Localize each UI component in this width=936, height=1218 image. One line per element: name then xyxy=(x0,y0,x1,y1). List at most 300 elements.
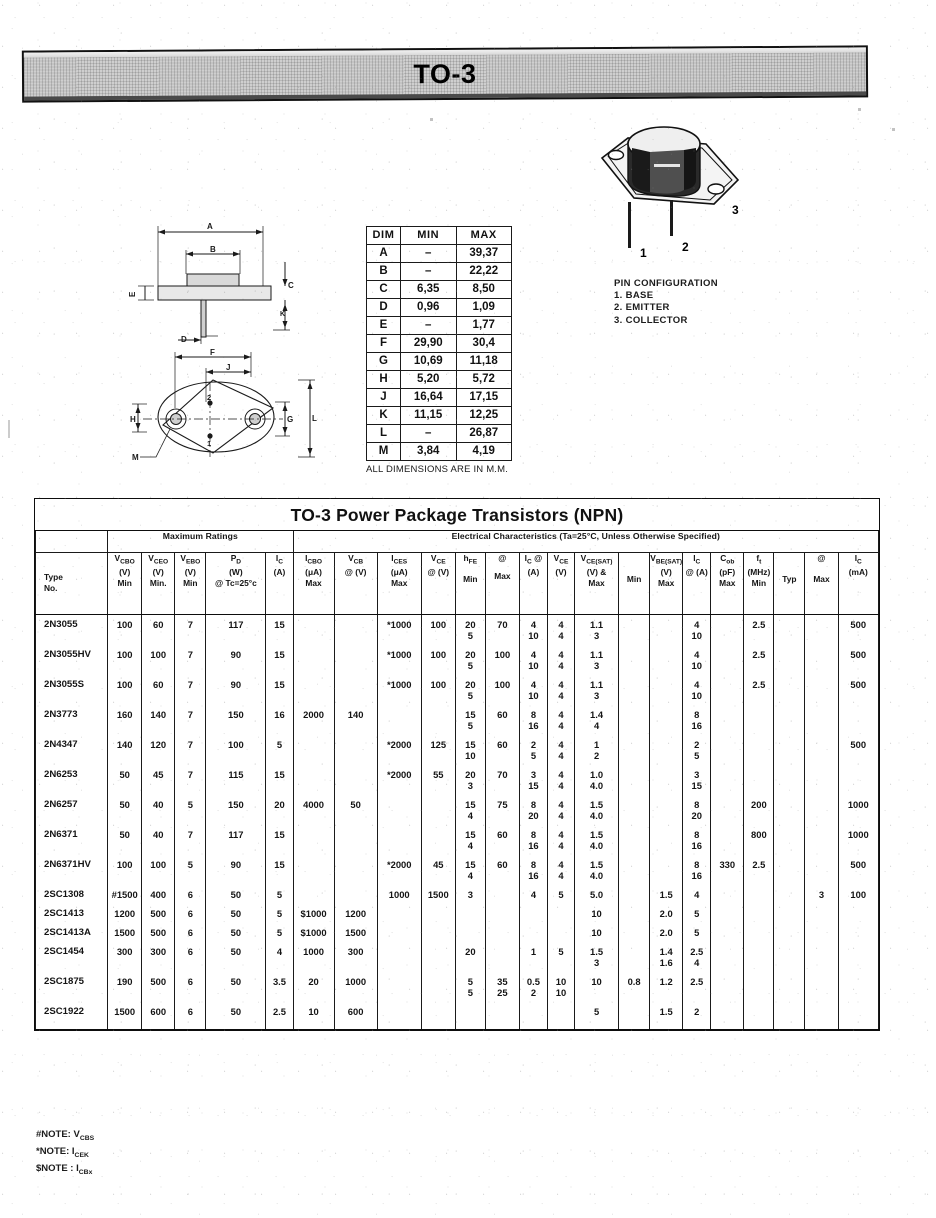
cell-vcesat: 1.1 3 xyxy=(575,645,619,675)
cell-vcbo: 50 xyxy=(108,765,142,795)
cell-ic: 16 xyxy=(266,705,293,735)
cell-vcb: 300 xyxy=(334,942,377,972)
cell-cob xyxy=(711,1002,744,1029)
main-table-title: TO-3 Power Package Transistors (NPN) xyxy=(35,499,879,531)
dim-letter: C xyxy=(367,281,401,299)
cell-vceo: 100 xyxy=(142,855,175,885)
footnote-item xyxy=(36,1162,94,1179)
cell-vce: 100 xyxy=(421,614,455,645)
svg-text:B: B xyxy=(210,245,216,254)
cell-vcb: 1000 xyxy=(334,972,377,1002)
to3-package-illustration xyxy=(588,118,773,268)
cell-ices xyxy=(377,1002,421,1029)
cell-at-max xyxy=(805,855,838,885)
cell-ft-typ xyxy=(774,1002,805,1029)
cell-ft-typ xyxy=(774,614,805,645)
cell-type-no: 2N3773 xyxy=(36,705,108,735)
group-header-maximum-ratings: Maximum Ratings xyxy=(108,531,293,552)
cell-vceo: 140 xyxy=(142,705,175,735)
cell-at-max xyxy=(805,795,838,825)
cell-ices: *1000 xyxy=(377,645,421,675)
cell-pd: 90 xyxy=(206,675,266,705)
cell-hfe-min: 3 xyxy=(455,885,485,904)
cell-vbesat-min xyxy=(619,795,650,825)
cell-type-no: 2SC1922 xyxy=(36,1002,108,1029)
cell-ic-sat: 2 5 xyxy=(683,735,711,765)
cell-vceo: 45 xyxy=(142,765,175,795)
cell-vcesat: 1.1 3 xyxy=(575,675,619,705)
cell-vcb: 1500 xyxy=(334,923,377,942)
cell-vcesat: 1.1 3 xyxy=(575,614,619,645)
cell-hfe-max: 70 xyxy=(485,614,519,645)
cell-icbo: 20 xyxy=(293,972,334,1002)
table-row xyxy=(36,765,879,795)
cell-vbesat-min xyxy=(619,923,650,942)
cell-vcbo: 1500 xyxy=(108,923,142,942)
cell-pd: 50 xyxy=(206,923,266,942)
cell-at-max xyxy=(805,904,838,923)
table-row xyxy=(367,389,512,407)
cell-hfe-min: 15 5 xyxy=(455,705,485,735)
cell-vce xyxy=(421,904,455,923)
dim-min: 11,15 xyxy=(401,407,457,425)
dim-min: 0,96 xyxy=(401,299,457,317)
cell-pd: 150 xyxy=(206,705,266,735)
cell-vbesat-min xyxy=(619,904,650,923)
cell-at-max xyxy=(805,972,838,1002)
cell-vcesat: 1.5 4.0 xyxy=(575,825,619,855)
cell-vcb xyxy=(334,855,377,885)
cell-vebo: 7 xyxy=(175,825,206,855)
cell-vce xyxy=(421,972,455,1002)
col-header-vcbo: $V_{CBO}$ (V) Min xyxy=(108,552,142,614)
cell-ic-sat: 8 20 xyxy=(683,795,711,825)
cell-vce-at: 4 4 xyxy=(547,825,574,855)
cell-vce-at: 5 xyxy=(547,942,574,972)
col-header-ic: $I_C$ (A) xyxy=(266,552,293,614)
cell-vebo: 5 xyxy=(175,855,206,885)
cell-ices xyxy=(377,705,421,735)
cell-at-max xyxy=(805,614,838,645)
col-header-vcb: $V_{CB}$ @ (V) xyxy=(334,552,377,614)
footnote-symbol: V xyxy=(73,1129,80,1140)
cell-vce: 55 xyxy=(421,765,455,795)
cell-at-max xyxy=(805,735,838,765)
col-header-icbo: $I_{CBO}$ (μA) Max xyxy=(293,552,334,614)
cell-vcesat: 1.0 4.0 xyxy=(575,765,619,795)
cell-vcbo: 300 xyxy=(108,942,142,972)
cell-ic-sat: 4 10 xyxy=(683,675,711,705)
cell-pd: 50 xyxy=(206,904,266,923)
cell-ic-at: 2 5 xyxy=(519,735,547,765)
cell-ft-min xyxy=(744,972,774,1002)
dim-letter: D xyxy=(367,299,401,317)
dim-max: 8,50 xyxy=(456,281,512,299)
cell-ft-typ xyxy=(774,735,805,765)
cell-vceo: 60 xyxy=(142,675,175,705)
cell-type-no: 2N3055 xyxy=(36,614,108,645)
cell-ic-ft xyxy=(838,972,879,1002)
dim-max: 1,77 xyxy=(456,317,512,335)
col-header-at-max: @ Max xyxy=(805,552,838,614)
cell-ic: 5 xyxy=(266,885,293,904)
dim-min: – xyxy=(401,263,457,281)
cell-type-no: 2N3055S xyxy=(36,675,108,705)
cell-vce-at: 4 4 xyxy=(547,765,574,795)
cell-vce: 100 xyxy=(421,645,455,675)
cell-cob xyxy=(711,614,744,645)
cell-vbesat-min xyxy=(619,885,650,904)
cell-vce-at: 4 4 xyxy=(547,855,574,885)
cell-vbesat-max: 1.2 xyxy=(650,972,683,1002)
table-row xyxy=(36,675,879,705)
cell-type-no: 2N3055HV xyxy=(36,645,108,675)
cell-cob xyxy=(711,942,744,972)
dim-letter: H xyxy=(367,371,401,389)
cell-ic-ft xyxy=(838,705,879,735)
cell-ic-sat: 5 xyxy=(683,904,711,923)
cell-ic-at: 4 xyxy=(519,885,547,904)
cell-cob: 330 xyxy=(711,855,744,885)
cell-vbesat-max: 1.5 xyxy=(650,1002,683,1029)
footnote-item xyxy=(36,1145,94,1162)
cell-vbesat-min xyxy=(619,675,650,705)
cell-at-max xyxy=(805,675,838,705)
cell-type-no: 2N6371HV xyxy=(36,855,108,885)
col-header-hfe-max: @ Max xyxy=(485,552,519,614)
cell-ic-sat: 8 16 xyxy=(683,825,711,855)
page-title: TO-3 xyxy=(413,58,477,89)
dimension-header-min: MIN xyxy=(401,227,457,245)
cell-ft-typ xyxy=(774,795,805,825)
cell-vcbo: 100 xyxy=(108,855,142,885)
cell-vbesat-max xyxy=(650,645,683,675)
photo-pin-label-1: 1 xyxy=(640,246,647,260)
cell-vbesat-min xyxy=(619,855,650,885)
dim-max: 12,25 xyxy=(456,407,512,425)
cell-icbo xyxy=(293,825,334,855)
scan-artifact xyxy=(8,420,10,438)
pin-configuration-heading: PIN CONFIGURATION xyxy=(614,278,718,289)
cell-ic-at: 8 16 xyxy=(519,825,547,855)
cell-vce: 1500 xyxy=(421,885,455,904)
cell-vbesat-max: 1.4 1.6 xyxy=(650,942,683,972)
cell-icbo xyxy=(293,735,334,765)
cell-ic: 2.5 xyxy=(266,1002,293,1029)
table-row xyxy=(36,614,879,645)
cell-ft-typ xyxy=(774,705,805,735)
cell-ic-at: 8 16 xyxy=(519,705,547,735)
main-table-container xyxy=(34,498,880,1031)
dim-max: 26,87 xyxy=(456,425,512,443)
scan-artifact xyxy=(858,108,861,111)
cell-ic-sat: 3 15 xyxy=(683,765,711,795)
table-bottom-rule xyxy=(35,1029,879,1030)
dim-min: 29,90 xyxy=(401,335,457,353)
cell-hfe-min: 20 xyxy=(455,942,485,972)
cell-cob xyxy=(711,923,744,942)
table-row xyxy=(36,942,879,972)
svg-text:2: 2 xyxy=(207,393,212,402)
col-header-ices: $I_{CES}$ (μA) Max xyxy=(377,552,421,614)
cell-ices xyxy=(377,825,421,855)
cell-at-max: 3 xyxy=(805,885,838,904)
transistor-spec-table-body xyxy=(36,614,879,1029)
svg-text:K: K xyxy=(280,311,286,318)
cell-ft-min: 2.5 xyxy=(744,645,774,675)
dim-max: 39,37 xyxy=(456,245,512,263)
cell-at-max xyxy=(805,765,838,795)
dimension-units-note: ALL DIMENSIONS ARE IN M.M. xyxy=(366,464,509,475)
cell-vce xyxy=(421,1002,455,1029)
cell-vcb xyxy=(334,825,377,855)
dim-min: 6,35 xyxy=(401,281,457,299)
cell-hfe-min xyxy=(455,904,485,923)
cell-vebo: 7 xyxy=(175,675,206,705)
cell-vbesat-max: 1.5 xyxy=(650,885,683,904)
cell-vcbo: 100 xyxy=(108,614,142,645)
cell-vce: 100 xyxy=(421,675,455,705)
cell-vceo: 120 xyxy=(142,735,175,765)
dimension-header-max: MAX xyxy=(456,227,512,245)
table-row xyxy=(367,281,512,299)
cell-ic: 15 xyxy=(266,645,293,675)
cell-ft-typ xyxy=(774,675,805,705)
cell-vce-at: 5 xyxy=(547,885,574,904)
cell-hfe-max xyxy=(485,942,519,972)
cell-at-max xyxy=(805,825,838,855)
cell-icbo xyxy=(293,675,334,705)
cell-vceo: 500 xyxy=(142,972,175,1002)
cell-vbesat-min xyxy=(619,825,650,855)
cell-pd: 117 xyxy=(206,614,266,645)
cell-vcb: 1200 xyxy=(334,904,377,923)
cell-ices: *2000 xyxy=(377,735,421,765)
cell-ft-min: 2.5 xyxy=(744,855,774,885)
cell-type-no: 2SC1413A xyxy=(36,923,108,942)
cell-vce xyxy=(421,795,455,825)
cell-vbesat-min xyxy=(619,765,650,795)
cell-vcbo: 190 xyxy=(108,972,142,1002)
col-header-ft-min: $f_t$ (MHz) Min xyxy=(744,552,774,614)
table-row xyxy=(36,923,879,942)
dimension-table-wrapper xyxy=(366,226,512,475)
cell-ft-typ xyxy=(774,923,805,942)
dim-min: – xyxy=(401,425,457,443)
cell-vebo: 7 xyxy=(175,735,206,765)
footnote-marker: *NOTE: xyxy=(36,1145,70,1157)
cell-vcbo: 160 xyxy=(108,705,142,735)
dim-letter: E xyxy=(367,317,401,335)
svg-text:E: E xyxy=(128,291,137,297)
col-header-cob: $C_{ob}$ (pF) Max xyxy=(711,552,744,614)
dim-max: 5,72 xyxy=(456,371,512,389)
cell-hfe-max: 35 25 xyxy=(485,972,519,1002)
cell-pd: 50 xyxy=(206,885,266,904)
cell-hfe-max xyxy=(485,904,519,923)
cell-vcb xyxy=(334,675,377,705)
dim-letter: F xyxy=(367,335,401,353)
cell-cob xyxy=(711,735,744,765)
cell-ices xyxy=(377,795,421,825)
table-row xyxy=(36,972,879,1002)
cell-type-no: 2SC1308 xyxy=(36,885,108,904)
cell-hfe-max: 60 xyxy=(485,735,519,765)
cell-vce: 125 xyxy=(421,735,455,765)
cell-ices: *2000 xyxy=(377,765,421,795)
cell-vebo: 6 xyxy=(175,1002,206,1029)
dim-min: 10,69 xyxy=(401,353,457,371)
cell-vce-at xyxy=(547,904,574,923)
cell-hfe-max xyxy=(485,923,519,942)
photo-pin-label-2: 2 xyxy=(682,240,689,254)
cell-icbo: 4000 xyxy=(293,795,334,825)
footnote-marker: $NOTE : xyxy=(36,1162,74,1174)
footnote-subscript: CEK xyxy=(74,1151,89,1159)
cell-ic-at: 8 16 xyxy=(519,855,547,885)
cell-ic-ft: 500 xyxy=(838,614,879,645)
cell-vebo: 5 xyxy=(175,795,206,825)
dim-letter: J xyxy=(367,389,401,407)
cell-vceo: 400 xyxy=(142,885,175,904)
cell-vcbo: #1500 xyxy=(108,885,142,904)
cell-vebo: 7 xyxy=(175,705,206,735)
cell-ic-ft: 500 xyxy=(838,855,879,885)
cell-hfe-max xyxy=(485,885,519,904)
cell-vbesat-max: 2.0 xyxy=(650,904,683,923)
cell-pd: 90 xyxy=(206,645,266,675)
cell-ft-min xyxy=(744,885,774,904)
cell-ices: *1000 xyxy=(377,675,421,705)
cell-ft-min xyxy=(744,735,774,765)
dim-max: 30,4 xyxy=(456,335,512,353)
cell-vbesat-min xyxy=(619,735,650,765)
cell-vcesat: 5.0 xyxy=(575,885,619,904)
cell-vcb xyxy=(334,885,377,904)
cell-ices xyxy=(377,923,421,942)
svg-text:L: L xyxy=(312,414,317,423)
col-header-vceo: $V_{CEO}$ (V) Min. xyxy=(142,552,175,614)
cell-vce xyxy=(421,942,455,972)
dim-max: 17,15 xyxy=(456,389,512,407)
cell-ices xyxy=(377,942,421,972)
cell-vcesat: 1.5 4.0 xyxy=(575,795,619,825)
cell-vcbo: 50 xyxy=(108,825,142,855)
cell-vcbo: 1200 xyxy=(108,904,142,923)
svg-text:C: C xyxy=(288,281,294,290)
cell-cob xyxy=(711,904,744,923)
table-row xyxy=(36,645,879,675)
cell-ic: 5 xyxy=(266,735,293,765)
cell-at-max xyxy=(805,705,838,735)
cell-icbo: $1000 xyxy=(293,923,334,942)
cell-ft-min: 800 xyxy=(744,825,774,855)
cell-vebo: 6 xyxy=(175,885,206,904)
cell-vbesat-max: 2.0 xyxy=(650,923,683,942)
cell-ices: *2000 xyxy=(377,855,421,885)
cell-ic-at xyxy=(519,923,547,942)
cell-ic-sat: 2.5 xyxy=(683,972,711,1002)
cell-vcb: 600 xyxy=(334,1002,377,1029)
cell-ft-typ xyxy=(774,885,805,904)
cell-icbo: $1000 xyxy=(293,904,334,923)
cell-ic: 20 xyxy=(266,795,293,825)
cell-icbo xyxy=(293,765,334,795)
cell-ft-min: 2.5 xyxy=(744,614,774,645)
dim-max: 22,22 xyxy=(456,263,512,281)
cell-at-max xyxy=(805,942,838,972)
cell-ft-min: 200 xyxy=(744,795,774,825)
cell-vebo: 7 xyxy=(175,614,206,645)
cell-hfe-max: 75 xyxy=(485,795,519,825)
pin-configuration-item: 1. BASE xyxy=(614,290,654,302)
cell-ic: 3.5 xyxy=(266,972,293,1002)
cell-ices xyxy=(377,904,421,923)
cell-vceo: 500 xyxy=(142,904,175,923)
dim-max: 4,19 xyxy=(456,443,512,461)
cell-vcesat: 10 xyxy=(575,972,619,1002)
cell-vcbo: 100 xyxy=(108,645,142,675)
cell-ic-ft: 100 xyxy=(838,885,879,904)
cell-ft-typ xyxy=(774,855,805,885)
cell-vbesat-min xyxy=(619,942,650,972)
cell-vce xyxy=(421,705,455,735)
cell-ic-sat: 4 10 xyxy=(683,614,711,645)
dimension-header-dim: DIM xyxy=(367,227,401,245)
cell-vcb xyxy=(334,735,377,765)
cell-ic-sat: 5 xyxy=(683,923,711,942)
cell-ic-at: 8 20 xyxy=(519,795,547,825)
col-header-vbesat-max: $V_{BE(SAT)}$ (V) Max xyxy=(650,552,683,614)
cell-vbesat-max xyxy=(650,825,683,855)
cell-ices xyxy=(377,972,421,1002)
cell-vce-at: 4 4 xyxy=(547,735,574,765)
cell-icbo xyxy=(293,885,334,904)
col-header-ft-typ: Typ xyxy=(774,552,805,614)
cell-ic-ft xyxy=(838,942,879,972)
cell-hfe-min: 15 4 xyxy=(455,855,485,885)
cell-ic-at xyxy=(519,1002,547,1029)
cell-vceo: 40 xyxy=(142,825,175,855)
cell-vce xyxy=(421,825,455,855)
cell-ic: 5 xyxy=(266,904,293,923)
cell-ic-sat: 8 16 xyxy=(683,855,711,885)
group-header-row xyxy=(36,531,879,552)
cell-ft-min xyxy=(744,765,774,795)
cell-vcb: 140 xyxy=(334,705,377,735)
cell-vce: 45 xyxy=(421,855,455,885)
cell-pd: 50 xyxy=(206,972,266,1002)
cell-vce-at: 4 4 xyxy=(547,795,574,825)
cell-ic-sat: 4 xyxy=(683,885,711,904)
cell-ic-at: 0.5 2 xyxy=(519,972,547,1002)
cell-vbesat-min xyxy=(619,705,650,735)
col-header-vce: $V_{CE}$ @ (V) xyxy=(421,552,455,614)
cell-icbo: 10 xyxy=(293,1002,334,1029)
footnote-symbol: I xyxy=(76,1162,79,1174)
cell-hfe-min: 5 5 xyxy=(455,972,485,1002)
cell-ic-ft xyxy=(838,904,879,923)
cell-ic-ft: 500 xyxy=(838,645,879,675)
transistor-spec-table xyxy=(35,531,879,1029)
cell-vcesat: 1 2 xyxy=(575,735,619,765)
cell-vcb: 50 xyxy=(334,795,377,825)
table-row xyxy=(367,299,512,317)
cell-vebo: 7 xyxy=(175,765,206,795)
column-header-row xyxy=(36,552,879,614)
cell-hfe-max: 60 xyxy=(485,825,519,855)
cell-vce-at: 4 4 xyxy=(547,645,574,675)
